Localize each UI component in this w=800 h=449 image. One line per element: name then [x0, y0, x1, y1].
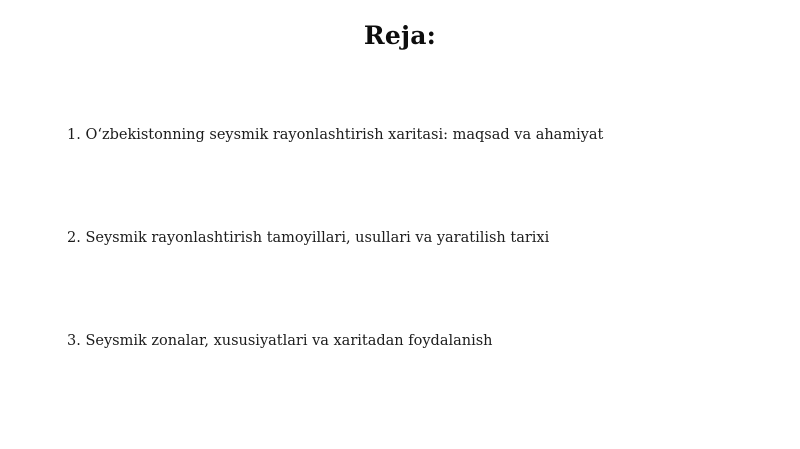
slide-title: Reja:	[363, 21, 437, 50]
plan-item-3: 3. Seysmik zonalar, xususiyatlari va xaritadan foydalanish	[67, 333, 493, 349]
plan-item-2: 2. Seysmik rayonlashtirish tamoyillari, usullari va yaratilish tarixi	[67, 230, 550, 246]
plan-item-1: 1. O‘zbekistonning seysmik rayonlashtirish xaritasi: maqsad va ahamiyat	[67, 127, 604, 143]
